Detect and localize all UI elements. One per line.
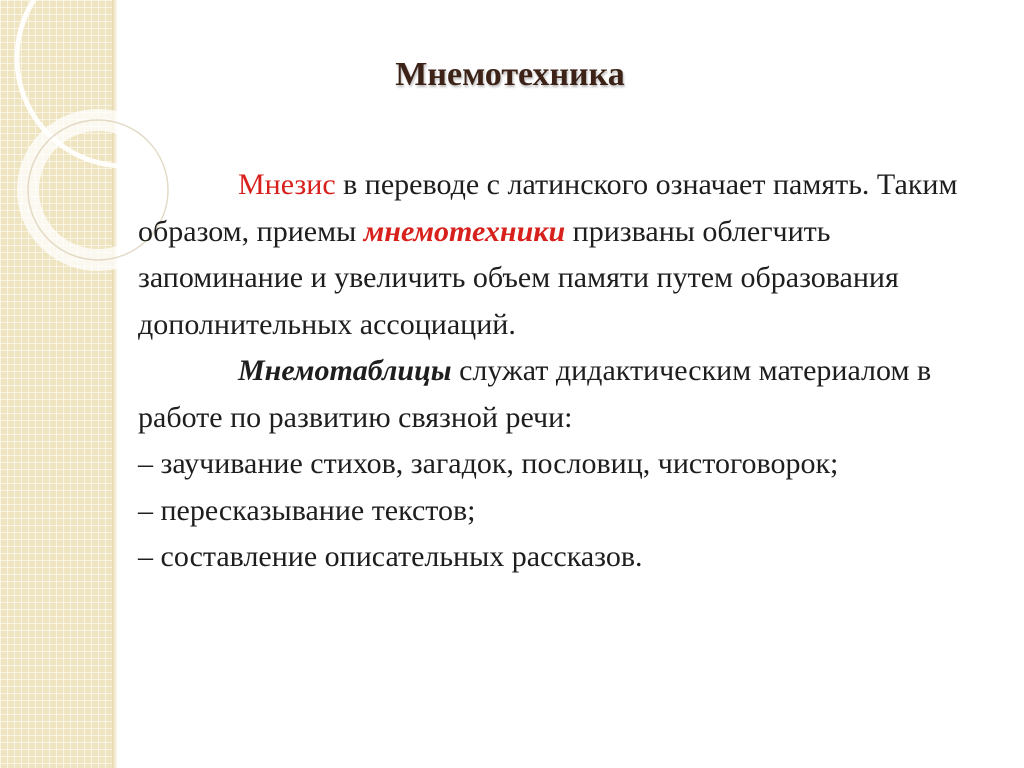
list-item-memorizing: – заучивание стихов, загадок, пословиц, чистоговорок; bbox=[138, 447, 839, 480]
list-item-descriptive-stories: – составление описательных рассказов. bbox=[138, 540, 643, 573]
list-item-retelling: – пересказывание текстов; bbox=[138, 493, 476, 527]
term-mnemotekhniki: мнемотехники bbox=[363, 214, 566, 248]
term-mnemotablitsy: Мнемотаблицы bbox=[238, 354, 452, 387]
paragraph-mnezis-text-a: в переводе с латинского означает память. Таким образом, приемы bbox=[138, 168, 958, 248]
paragraph-mnezis bbox=[138, 162, 978, 348]
decorative-side-panel bbox=[0, 0, 112, 768]
slide-body bbox=[138, 162, 978, 581]
side-panel-edge bbox=[112, 0, 118, 768]
paragraph-mnemotables bbox=[138, 348, 978, 441]
slide-title: Мнемотехника bbox=[395, 56, 625, 93]
term-mnezis: Мнезис bbox=[238, 168, 336, 201]
paragraph-mnezis-text-b: призваны облегчить запоминание и увеличить объем памяти путем образования дополнительных ассоциаций. bbox=[138, 214, 899, 341]
paragraph-mnemotables-text: служат дидактическим материалом в работе по развитию связной речи: bbox=[138, 354, 932, 434]
